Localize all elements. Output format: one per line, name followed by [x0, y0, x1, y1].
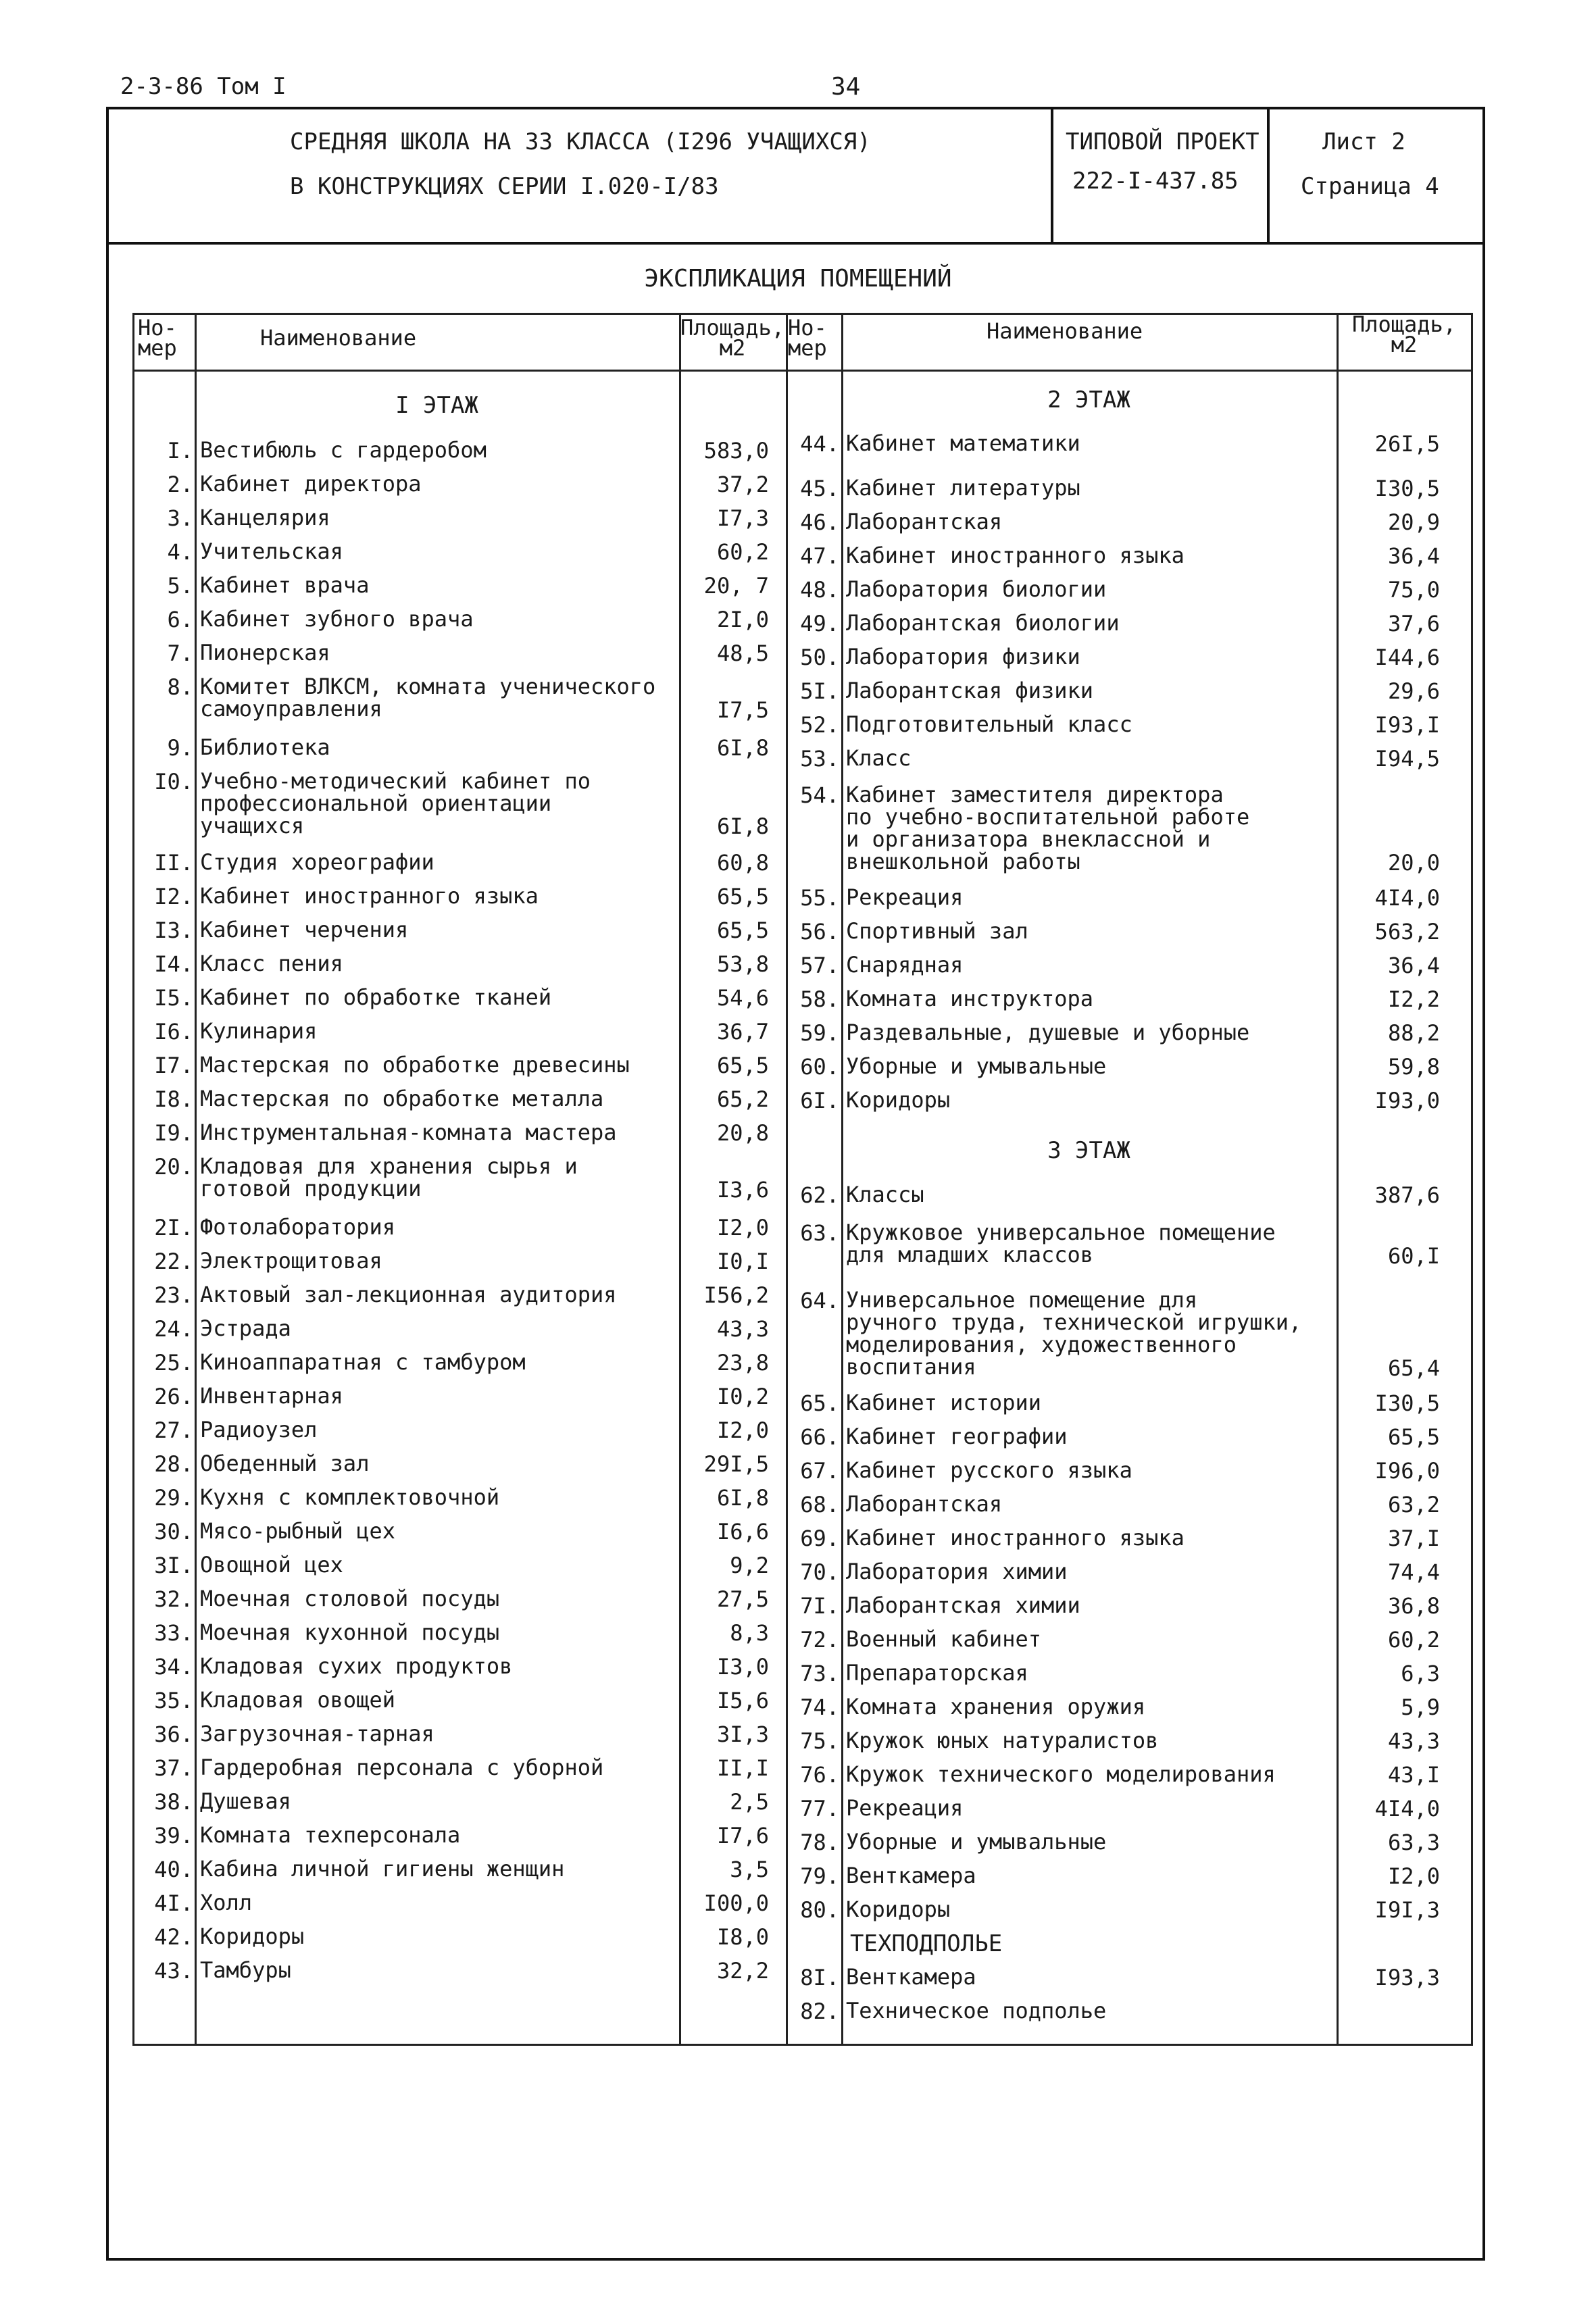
right-row-number: 7I.: [800, 1593, 839, 1619]
left-row-number: I8.: [154, 1086, 193, 1112]
left-row-number: I2.: [154, 884, 193, 909]
right-row-name: Кабинет истории: [846, 1390, 1041, 1415]
left-row-number: 26.: [154, 1384, 193, 1409]
section-basement: ТЕХПОДПОЛЬЕ: [850, 1930, 1003, 1957]
title-line-1: СРЕДНЯЯ ШКОЛА НА 33 КЛАССА (I296 УЧАЩИХСЯ): [290, 128, 871, 155]
left-row-name: Коридоры: [200, 1923, 305, 1949]
left-row-name: Обеденный зал: [200, 1451, 370, 1476]
left-row-area: 3,5: [730, 1857, 769, 1882]
right-row-number: 46.: [800, 509, 839, 535]
left-row-area: 27,5: [716, 1586, 769, 1612]
left-row-number: 39.: [154, 1823, 193, 1848]
right-row-number: 73.: [800, 1661, 839, 1686]
left-row-number: 36.: [154, 1721, 193, 1747]
left-row-number: 3I.: [154, 1553, 193, 1578]
left-row-area: I0,2: [716, 1384, 769, 1409]
right-row-number: 6I.: [800, 1088, 839, 1113]
left-row-name: Кабинет зубного врача: [200, 606, 474, 632]
right-row-number: 52.: [800, 712, 839, 738]
left-row-number: 34.: [154, 1654, 193, 1680]
right-row-number: 50.: [800, 645, 839, 670]
right-row-area: 88,2: [1387, 1020, 1440, 1046]
right-row-name: Уборные и умывальные: [846, 1829, 1107, 1855]
left-row-name: Кабинет директора: [200, 471, 422, 497]
left-row-number: I3.: [154, 917, 193, 943]
left-row-area: 60,2: [716, 539, 769, 565]
right-row-name: Кабинет заместителя директора по учебно-воспитательной работе и организатора внеклассной и внешкольной работы: [846, 782, 1250, 874]
left-row-name: Гардеробная персонала с уборной: [200, 1755, 604, 1780]
right-row-number: 53.: [800, 746, 839, 772]
left-row-name: Канцелярия: [200, 505, 330, 530]
left-row-area: 65,5: [716, 1053, 769, 1078]
page-number: 34: [831, 73, 861, 101]
right-row-number: 58.: [800, 986, 839, 1012]
left-row-name: Класс пения: [200, 951, 343, 976]
right-row-number: 80.: [800, 1897, 839, 1923]
right-row-number: 62.: [800, 1182, 839, 1208]
right-row-area: 59,8: [1387, 1054, 1440, 1080]
right-row-name: Кабинет математики: [846, 430, 1080, 456]
header-area-right: Площадь, м2: [1351, 311, 1457, 357]
col-line: [1337, 313, 1339, 2046]
left-row-number: 2.: [167, 472, 193, 497]
right-row-area: I30,5: [1374, 1390, 1440, 1416]
left-row-name: Кухня с комплектовочной: [200, 1484, 500, 1510]
right-row-number: 68.: [800, 1492, 839, 1517]
left-row-number: 5.: [167, 573, 193, 599]
left-row-area: 54,6: [716, 985, 769, 1011]
right-row-area: I94,5: [1374, 746, 1440, 772]
left-row-name: Вестибюль с гардеробом: [200, 437, 487, 463]
left-row-number: 27.: [154, 1417, 193, 1443]
left-row-area: 53,8: [716, 951, 769, 977]
left-row-number: 22.: [154, 1249, 193, 1274]
right-row-area: 20,9: [1387, 509, 1440, 535]
right-row-name: Препараторская: [846, 1660, 1028, 1686]
left-row-area: 6I,8: [716, 813, 769, 839]
right-row-area: I96,0: [1374, 1458, 1440, 1484]
left-row-area: 6I,8: [716, 735, 769, 761]
left-row-name: Эстрада: [200, 1315, 291, 1341]
right-row-name: Коридоры: [846, 1896, 951, 1922]
right-row-name: Кружковое универсальное помещение для младших классов: [846, 1219, 1276, 1267]
right-row-name: Кабинет географии: [846, 1424, 1068, 1449]
left-row-number: 35.: [154, 1688, 193, 1713]
right-row-name: Венткамера: [846, 1964, 976, 1990]
right-row-name: Лаборантская химии: [846, 1592, 1080, 1618]
right-row-area: I2,2: [1387, 986, 1440, 1012]
left-row-name: Кабинет черчения: [200, 917, 409, 942]
left-row-number: 42.: [154, 1924, 193, 1950]
left-row-area: 65,2: [716, 1086, 769, 1112]
left-row-name: Мясо-рыбный цех: [200, 1518, 395, 1544]
left-row-name: Библиотека: [200, 734, 330, 760]
right-row-area: 65,4: [1387, 1355, 1440, 1381]
left-row-number: I7.: [154, 1053, 193, 1078]
left-row-name: Учительская: [200, 538, 343, 564]
right-row-area: I2,0: [1387, 1863, 1440, 1889]
right-row-name: Лаборатория биологии: [846, 576, 1107, 602]
right-row-area: 75,0: [1387, 577, 1440, 603]
right-row-name: Снарядная: [846, 952, 964, 978]
left-row-number: 9.: [167, 735, 193, 761]
left-row-number: I0.: [154, 769, 193, 795]
right-row-area: 65,5: [1387, 1424, 1440, 1450]
document-code: 2-3-86 Том I: [120, 73, 286, 100]
right-row-area: I93,0: [1374, 1088, 1440, 1113]
right-row-number: 72.: [800, 1627, 839, 1653]
right-row-name: Кабинет иностранного языка: [846, 1525, 1184, 1551]
right-row-area: 37,I: [1387, 1526, 1440, 1551]
project-number: 222-I-437.85: [1072, 168, 1239, 195]
left-row-number: 29.: [154, 1485, 193, 1511]
left-row-name: Тамбуры: [200, 1957, 291, 1983]
left-row-number: 4.: [167, 539, 193, 565]
left-row-area: 29I,5: [703, 1451, 769, 1477]
left-row-name: Мастерская по обработке металла: [200, 1086, 604, 1111]
left-row-area: I7,5: [716, 697, 769, 723]
left-row-area: 6I,8: [716, 1485, 769, 1511]
right-row-name: Класс: [846, 745, 912, 771]
right-row-area: 20,0: [1387, 850, 1440, 876]
right-row-area: 36,8: [1387, 1593, 1440, 1619]
header-name-left: Наименование: [260, 325, 417, 351]
left-row-number: I.: [167, 438, 193, 463]
right-row-area: 74,4: [1387, 1559, 1440, 1585]
col-line: [679, 313, 681, 2046]
left-row-area: 20,8: [716, 1120, 769, 1146]
right-row-area: 36,4: [1387, 543, 1440, 569]
left-row-area: 65,5: [716, 917, 769, 943]
left-row-area: 20, 7: [703, 573, 769, 599]
right-row-name: Лаборантская биологии: [846, 610, 1120, 636]
left-row-area: I56,2: [703, 1282, 769, 1308]
right-row-number: 65.: [800, 1390, 839, 1416]
section-floor-1: I ЭТАЖ: [395, 392, 478, 419]
right-row-area: 37,6: [1387, 611, 1440, 636]
right-row-number: 45.: [800, 476, 839, 501]
left-row-number: 7.: [167, 640, 193, 666]
right-row-area: 60,2: [1387, 1627, 1440, 1653]
right-row-number: 78.: [800, 1830, 839, 1855]
title-line-2: В КОНСТРУКЦИЯХ СЕРИИ I.020-I/83: [290, 173, 719, 200]
left-row-number: 33.: [154, 1620, 193, 1646]
right-row-area: 387,6: [1374, 1182, 1440, 1208]
left-row-number: 43.: [154, 1958, 193, 1984]
left-row-area: 8,3: [730, 1620, 769, 1646]
section-floor-3: 3 ЭТАЖ: [1047, 1137, 1130, 1164]
right-row-area: 4I4,0: [1374, 1796, 1440, 1821]
right-row-name: Лаборатория физики: [846, 644, 1080, 670]
right-row-name: Рекреация: [846, 884, 964, 910]
project-label: ТИПОВОЙ ПРОЕКТ: [1066, 128, 1260, 155]
left-row-area: I6,6: [716, 1519, 769, 1544]
left-row-name: Душевая: [200, 1788, 291, 1814]
right-row-number: 56.: [800, 919, 839, 945]
right-row-area: I93,I: [1374, 712, 1440, 738]
right-row-number: 76.: [800, 1762, 839, 1788]
left-row-name: Кладовая овощей: [200, 1687, 395, 1713]
right-row-area: 63,2: [1387, 1492, 1440, 1517]
left-row-area: 48,5: [716, 640, 769, 666]
left-row-area: I5,6: [716, 1688, 769, 1713]
left-row-number: I4.: [154, 951, 193, 977]
left-row-area: I0,I: [716, 1249, 769, 1274]
left-row-area: 3I,3: [716, 1721, 769, 1747]
left-row-number: I9.: [154, 1120, 193, 1146]
left-row-area: 37,2: [716, 472, 769, 497]
right-row-name: Венткамера: [846, 1863, 976, 1888]
section-floor-2: 2 ЭТАЖ: [1047, 386, 1130, 413]
right-row-name: Уборные и умывальные: [846, 1053, 1107, 1079]
right-row-area: 60,I: [1387, 1243, 1440, 1269]
page-label: Страница 4: [1301, 173, 1439, 200]
right-row-area: 5,9: [1401, 1694, 1440, 1720]
left-row-name: Инвентарная: [200, 1383, 343, 1409]
left-row-name: Загрузочная-тарная: [200, 1721, 434, 1746]
left-row-number: 30.: [154, 1519, 193, 1544]
left-row-number: 4I.: [154, 1890, 193, 1916]
title-block: [106, 107, 1485, 245]
right-row-area: 43,3: [1387, 1728, 1440, 1754]
left-row-area: I2,0: [716, 1215, 769, 1240]
right-row-number: 60.: [800, 1054, 839, 1080]
left-row-name: Инструментальная-комната мастера: [200, 1120, 617, 1145]
left-row-area: 32,2: [716, 1958, 769, 1984]
right-row-name: Универсальное помещение для ручного труда, технической игрушки, моделирования, художественного воспитания: [846, 1287, 1302, 1380]
left-row-number: 32.: [154, 1586, 193, 1612]
left-row-name: Кладовая сухих продуктов: [200, 1653, 513, 1679]
right-row-name: Классы: [846, 1182, 924, 1207]
right-row-name: Комната инструктора: [846, 986, 1094, 1011]
left-row-name: Кабинет врача: [200, 572, 370, 598]
right-row-area: 29,6: [1387, 678, 1440, 704]
left-row-name: Комитет ВЛКСМ, комната ученического самоуправления: [200, 674, 656, 722]
left-row-area: I8,0: [716, 1924, 769, 1950]
right-row-number: 67.: [800, 1458, 839, 1484]
left-row-area: I7,6: [716, 1823, 769, 1848]
left-row-name: Актовый зал-лекционная аудитория: [200, 1282, 617, 1307]
left-row-number: 28.: [154, 1451, 193, 1477]
left-row-area: I7,3: [716, 505, 769, 531]
right-row-name: Спортивный зал: [846, 918, 1028, 944]
right-row-area: 26I,5: [1374, 431, 1440, 457]
right-row-area: 4I4,0: [1374, 885, 1440, 911]
header-number-left: Но- мер: [138, 315, 177, 361]
right-row-area: I93,3: [1374, 1965, 1440, 1990]
left-row-name: Электрощитовая: [200, 1248, 382, 1274]
left-row-area: 65,5: [716, 884, 769, 909]
right-row-area: 43,I: [1387, 1762, 1440, 1788]
left-row-area: I2,0: [716, 1417, 769, 1443]
left-row-name: Фотолаборатория: [200, 1214, 395, 1240]
right-row-name: Кабинет иностранного языка: [846, 543, 1184, 568]
left-row-area: I00,0: [703, 1890, 769, 1916]
header-number-right: Но- мер: [788, 315, 827, 361]
left-row-number: 23.: [154, 1282, 193, 1308]
right-row-name: Техническое подполье: [846, 1998, 1107, 2023]
right-row-name: Рекреация: [846, 1795, 964, 1821]
right-row-name: Кабинет литературы: [846, 475, 1080, 501]
left-row-area: 23,8: [716, 1350, 769, 1376]
right-row-number: 55.: [800, 885, 839, 911]
right-row-area: I9I,3: [1374, 1897, 1440, 1923]
left-row-number: 38.: [154, 1789, 193, 1815]
header-line: [132, 370, 1473, 372]
left-row-area: I3,6: [716, 1177, 769, 1203]
col-line: [195, 313, 197, 2046]
left-row-name: Мастерская по обработке древесины: [200, 1052, 630, 1078]
left-row-number: I5.: [154, 985, 193, 1011]
left-row-area: 36,7: [716, 1019, 769, 1045]
right-row-number: 59.: [800, 1020, 839, 1046]
right-row-number: 57.: [800, 953, 839, 978]
right-row-number: 49.: [800, 611, 839, 636]
left-row-number: 25.: [154, 1350, 193, 1376]
left-row-area: 60,8: [716, 850, 769, 876]
right-row-number: 54.: [800, 782, 839, 808]
left-row-name: Студия хореографии: [200, 849, 434, 875]
right-row-name: Комната хранения оружия: [846, 1694, 1146, 1719]
right-row-area: 36,4: [1387, 953, 1440, 978]
right-row-number: 69.: [800, 1526, 839, 1551]
right-row-number: 48.: [800, 577, 839, 603]
right-row-number: 47.: [800, 543, 839, 569]
right-row-area: 63,3: [1387, 1830, 1440, 1855]
right-row-name: Раздевальные, душевые и уборные: [846, 1020, 1250, 1045]
right-row-area: 6,3: [1401, 1661, 1440, 1686]
left-row-number: 2I.: [154, 1215, 193, 1240]
right-row-number: 64.: [800, 1288, 839, 1313]
left-row-number: 6.: [167, 607, 193, 632]
right-row-name: Кружок юных натуралистов: [846, 1728, 1159, 1753]
left-row-name: Кулинария: [200, 1018, 318, 1044]
right-row-area: I30,5: [1374, 476, 1440, 501]
right-row-number: 63.: [800, 1220, 839, 1246]
left-row-number: 24.: [154, 1316, 193, 1342]
left-row-area: 9,2: [730, 1553, 769, 1578]
sheet-label: Лист 2: [1322, 128, 1405, 155]
left-row-number: II.: [154, 850, 193, 876]
right-row-name: Лаборантская: [846, 1491, 1003, 1517]
title-divider-2: [1267, 107, 1270, 242]
right-row-number: 44.: [800, 431, 839, 457]
right-row-number: 8I.: [800, 1965, 839, 1990]
left-row-area: II,I: [716, 1755, 769, 1781]
header-area-left: Площадь, м2: [680, 315, 785, 361]
right-row-name: Кружок технического моделирования: [846, 1761, 1276, 1787]
left-row-name: Кладовая для хранения сырья и готовой продукции: [200, 1153, 578, 1201]
left-row-name: Кабинет по обработке тканей: [200, 984, 552, 1010]
right-row-name: Коридоры: [846, 1087, 951, 1113]
right-row-name: Лаборатория химии: [846, 1559, 1068, 1584]
left-row-number: 37.: [154, 1755, 193, 1781]
left-row-name: Моечная кухонной посуды: [200, 1619, 500, 1645]
left-row-name: Моечная столовой посуды: [200, 1586, 500, 1611]
left-row-area: 43,3: [716, 1316, 769, 1342]
left-row-area: I3,0: [716, 1654, 769, 1680]
left-row-area: 583,0: [703, 438, 769, 463]
right-row-number: 79.: [800, 1863, 839, 1889]
left-row-area: 2I,0: [716, 607, 769, 632]
right-row-name: Кабинет русского языка: [846, 1457, 1132, 1483]
right-row-area: I44,6: [1374, 645, 1440, 670]
right-row-name: Военный кабинет: [846, 1626, 1041, 1652]
left-row-name: Комната техперсонала: [200, 1822, 461, 1848]
explication-title: ЭКСПЛИКАЦИЯ ПОМЕЩЕНИЙ: [644, 265, 952, 293]
left-row-number: 40.: [154, 1857, 193, 1882]
right-row-number: 82.: [800, 1998, 839, 2024]
left-row-name: Кабина личной гигиены женщин: [200, 1856, 565, 1882]
left-row-name: Учебно-методический кабинет по профессиональной ориентации учащихся: [200, 768, 591, 838]
left-row-name: Кабинет иностранного языка: [200, 883, 539, 909]
right-row-number: 5I.: [800, 678, 839, 704]
right-row-number: 75.: [800, 1728, 839, 1754]
left-row-name: Холл: [200, 1890, 253, 1915]
header-name-right: Наименование: [987, 318, 1143, 344]
right-row-name: Подготовительный класс: [846, 711, 1132, 737]
title-divider-1: [1051, 107, 1053, 242]
left-row-name: Радиоузел: [200, 1417, 318, 1442]
left-row-area: 2,5: [730, 1789, 769, 1815]
left-row-number: I6.: [154, 1019, 193, 1045]
col-line: [841, 313, 843, 2046]
right-row-name: Лаборантская физики: [846, 678, 1094, 703]
right-row-number: 70.: [800, 1559, 839, 1585]
left-row-name: Овощной цех: [200, 1552, 343, 1578]
right-row-number: 74.: [800, 1694, 839, 1720]
right-row-number: 77.: [800, 1796, 839, 1821]
left-row-number: 8.: [167, 674, 193, 700]
right-row-area: 563,2: [1374, 919, 1440, 945]
left-row-number: 3.: [167, 505, 193, 531]
right-row-number: 66.: [800, 1424, 839, 1450]
left-row-name: Киноаппаратная с тамбуром: [200, 1349, 526, 1375]
left-row-name: Пионерская: [200, 640, 330, 665]
left-row-number: 20.: [154, 1154, 193, 1180]
right-row-name: Лаборантская: [846, 509, 1003, 534]
